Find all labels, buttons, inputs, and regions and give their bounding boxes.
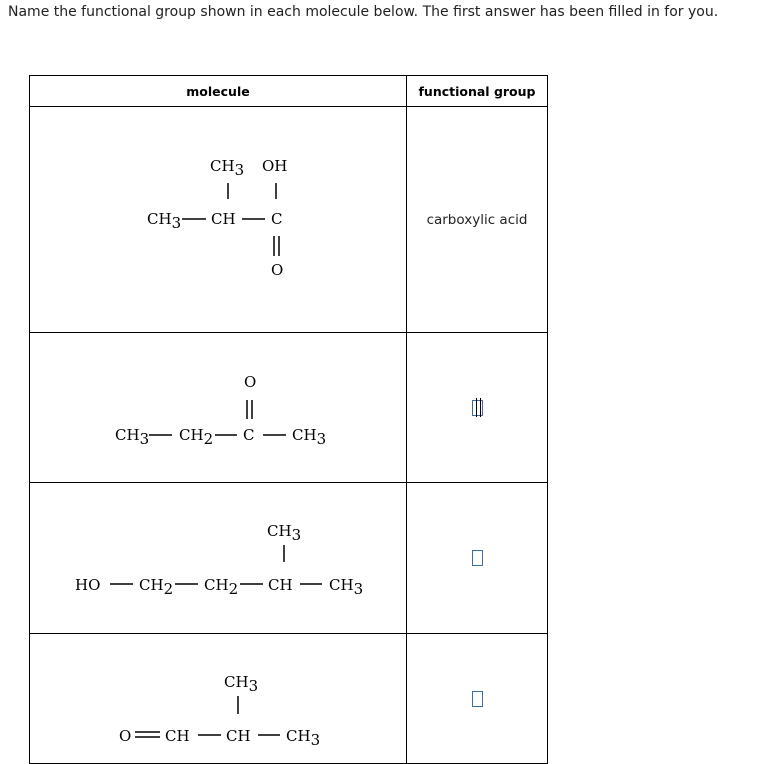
answer-cell-3 [407, 483, 548, 634]
header-functional-group: functional group [407, 76, 548, 107]
answer-input-4[interactable] [472, 691, 483, 707]
answer-cell-1 [407, 107, 548, 333]
svg-text:O: O [244, 373, 257, 391]
svg-text:CH3: CH3 [267, 522, 302, 544]
answer-input-2[interactable] [472, 400, 483, 416]
svg-text:CH3: CH3 [210, 157, 245, 179]
answer-cell-4 [407, 634, 548, 764]
table-row [30, 483, 548, 634]
molecule-1 [30, 107, 407, 333]
answer-cell-2 [407, 333, 548, 483]
instruction-text: Name the functional group shown in each molecule below. The first answer has been filled in for you. [8, 4, 719, 20]
svg-text:C: C [243, 426, 255, 444]
table-row [30, 333, 548, 483]
functional-group-table [29, 75, 548, 764]
svg-text:CH3: CH3 [147, 210, 182, 232]
molecule-1-structure [30, 107, 406, 332]
svg-text:CH2: CH2 [139, 576, 174, 598]
svg-text:HO: HO [75, 576, 101, 594]
molecule-4-structure [30, 634, 406, 763]
svg-text:O: O [271, 261, 284, 279]
svg-text:O: O [119, 727, 132, 745]
header-molecule: molecule [30, 76, 407, 107]
molecule-3 [30, 483, 407, 634]
table-row [30, 107, 548, 333]
molecule-3-structure [30, 483, 406, 633]
molecule-2 [30, 333, 407, 483]
svg-text:CH3: CH3 [224, 673, 259, 695]
svg-text:CH3: CH3 [286, 727, 321, 749]
svg-text:CH2: CH2 [204, 576, 239, 598]
molecule-4 [30, 634, 407, 764]
svg-text:CH3: CH3 [329, 576, 364, 598]
answer-text-1: carboxylic acid [426, 211, 528, 228]
svg-text:CH3: CH3 [115, 426, 150, 448]
answer-input-3[interactable] [472, 550, 483, 566]
svg-text:OH: OH [262, 157, 288, 175]
svg-text:CH2: CH2 [179, 426, 214, 448]
svg-text:CH: CH [165, 727, 190, 745]
svg-text:CH: CH [211, 210, 236, 228]
svg-text:C: C [271, 210, 283, 228]
svg-text:CH: CH [268, 576, 293, 594]
table-row [30, 634, 548, 764]
molecule-2-structure [30, 333, 406, 482]
svg-text:CH: CH [226, 727, 251, 745]
svg-text:CH3: CH3 [292, 426, 327, 448]
